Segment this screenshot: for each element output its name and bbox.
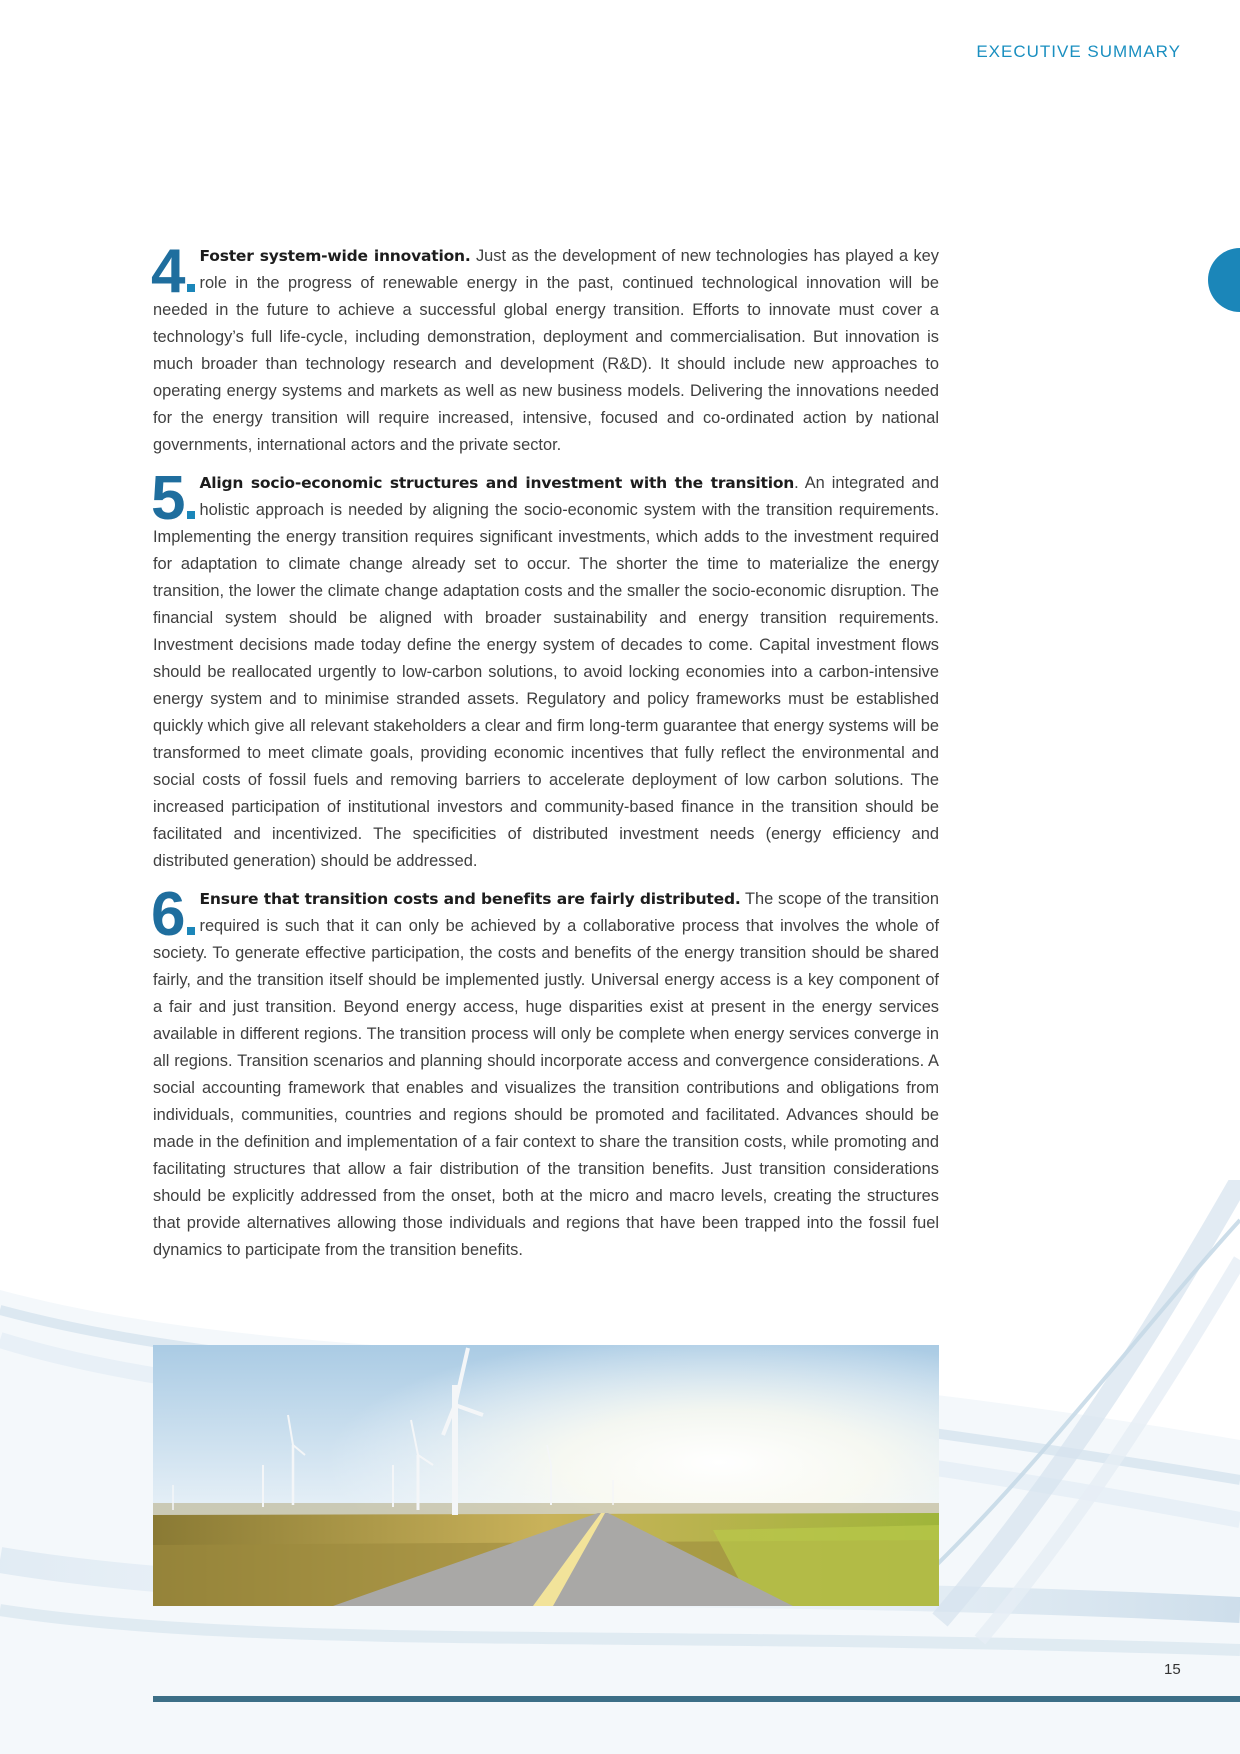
footer-rule — [153, 1696, 1240, 1702]
numeral-square-icon — [187, 511, 195, 519]
recommendation-5 — [151, 464, 940, 875]
item-lead: Align socio-economic structures and investment with the transition — [199, 474, 795, 492]
item-number: 6 — [151, 890, 195, 940]
wind-farm-road-photo — [153, 1345, 939, 1606]
page-number: 15 — [1164, 1661, 1181, 1678]
item-body: The scope of the transition required is such that it can only be achieved by a collaborative process that involves the whole of society. To generate effective participation, the costs and benefits of the energy transition should be shared fairly, and the transition itself should be implemented justly. Universal energy access is a key component of a fair and just transition. Beyond energy access, huge disparities exist at present in the energy services available in different regions. The transition process will only be complete when energy services converge in all regions. Transition scenarios and planning should incorporate access and convergence considerations. A social accounting framework that enables and visualizes the transition contributions and obligations from individuals, communities, countries and regions should be promoted and facilitated. Advances should be made in the definition and implementation of a fair context to share the transition costs, while promoting and facilitating structures that allow a fair distribution of the transition benefits. Just transition considerations should be explicitly addressed from the onset, both at the micro and macro levels, creating the structures that provide alternatives allowing those individuals and regions that have been trapped into the fossil fuel dynamics to participate from the transition benefits. — [153, 890, 939, 1259]
running-header: EXECUTIVE SUMMARY — [976, 42, 1181, 61]
item-body: Just as the development of new technologies has played a key role in the progress of renewable energy in the past, continued technological innovation will be needed in the future to achieve a successful global energy transition. Efforts to innovate must cover a technology’s full life-cycle, including demonstration, deployment and commercialisation. But innovation is much broader than technology research and development (R&D). It should include new approaches to operating energy systems and markets as well as new business models. Delivering the innovations needed for the energy transition will require increased, intensive, focused and co-ordinated action by national governments, international actors and the private sector. — [153, 247, 939, 454]
item-body: . An integrated and holistic approach is needed by aligning the socio-economic system with the transition requirements. Implementing the energy transition requires significant investments, which adds to the investment required for adaptation to climate change already set to occur. The shorter the time to materialize the energy transition, the lower the climate change adaptation costs and the smaller the socio-economic disruption. The financial system should be aligned with broader sustainability and energy transition requirements. Investment decisions made today define the energy system of decades to come. Capital investment flows should be reallocated urgently to low-carbon solutions, to avoid locking economies into a carbon-intensive energy system and to minimise stranded assets. Regulatory and policy frameworks must be established quickly which give all relevant stakeholders a clear and firm long-term guarantee that energy systems will be transformed to meet climate goals, providing economic incentives that fully reflect the environmental and social costs of fossil fuels and removing barriers to accelerate deployment of low carbon solutions. The increased participation of institutional investors and community-based finance in the transition should be facilitated and incentivized. The specificities of distributed investment needs (energy efficiency and distributed generation) should be addressed. — [153, 474, 940, 870]
recommendation-6 — [151, 880, 939, 1264]
section-tab-marker — [1208, 248, 1240, 312]
numeral-square-icon — [187, 284, 195, 292]
item-number: 4 — [151, 247, 195, 297]
item-number: 5 — [151, 474, 195, 524]
numeral-square-icon — [187, 927, 195, 935]
item-lead: Foster system-wide innovation. — [199, 247, 471, 265]
item-lead: Ensure that transition costs and benefits are fairly distributed. — [199, 890, 741, 908]
recommendation-4 — [151, 237, 939, 459]
recommendations-list — [151, 237, 940, 1275]
